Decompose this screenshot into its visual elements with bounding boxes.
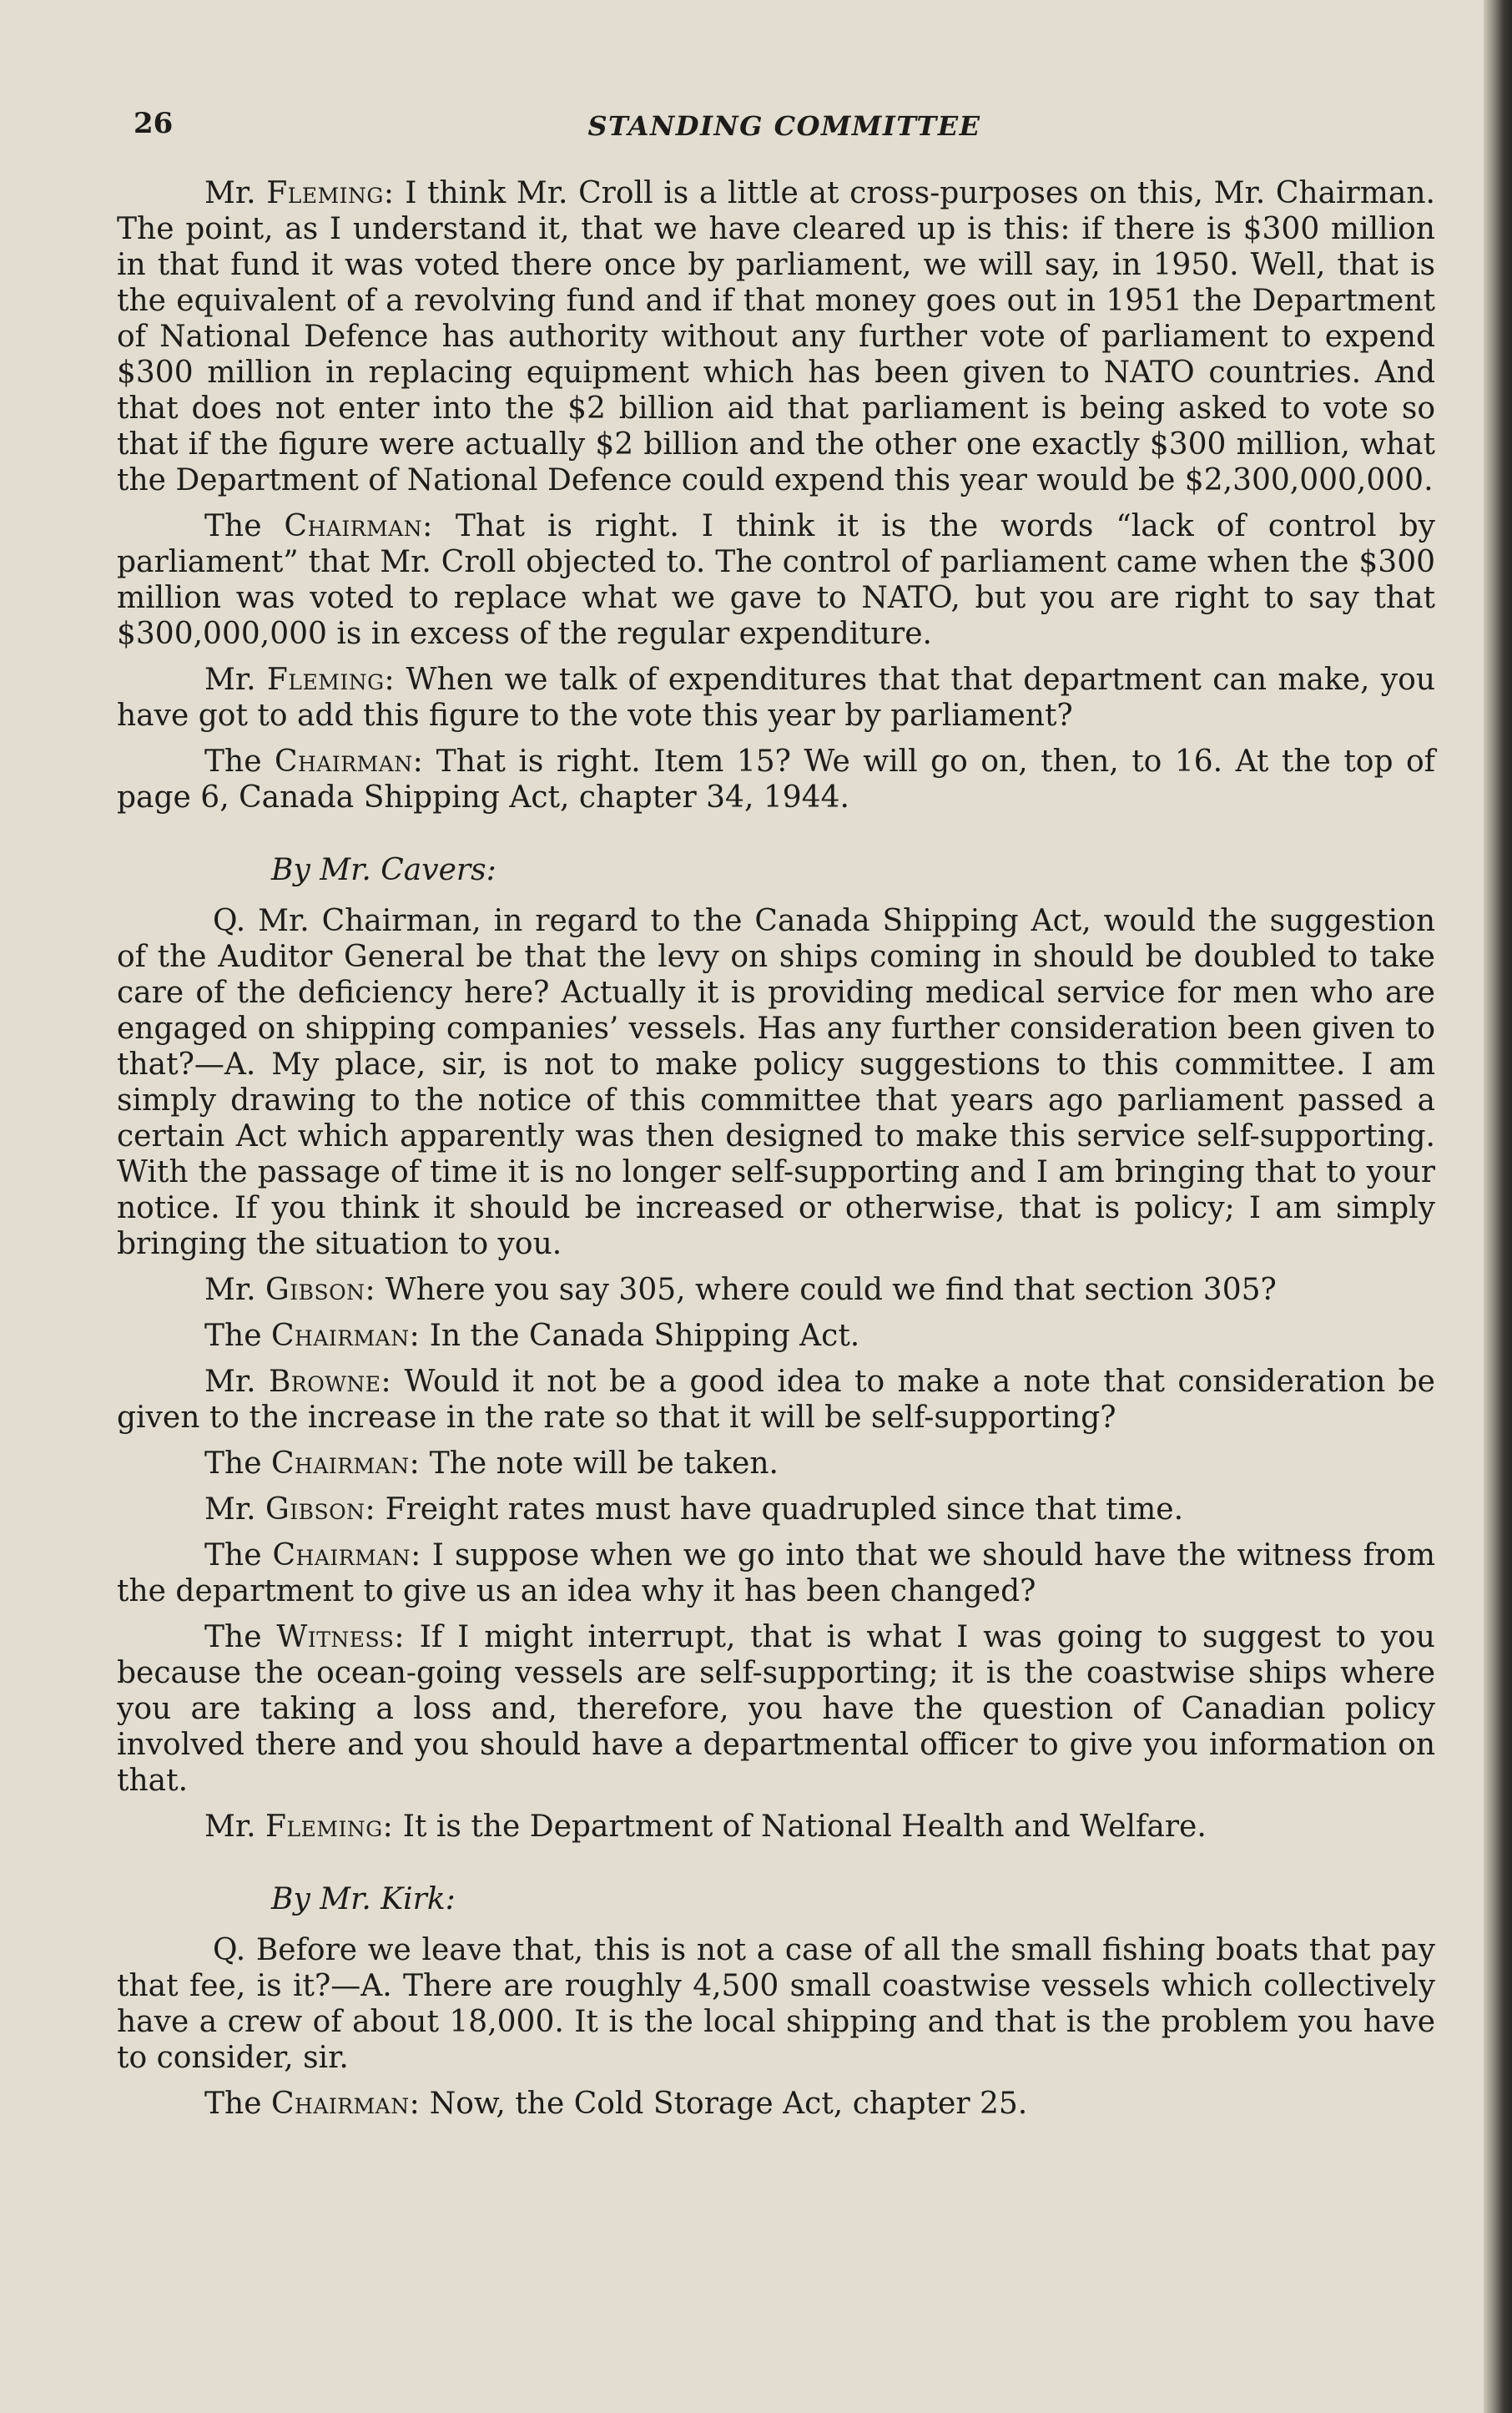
- paragraph-text: If I might interrupt, that is what I was going to suggest to you because the ocean-going vessels are self-supporting; it is the coastwise ships where you are taking a loss and, therefore, you have the question of Canadian policy involved there and you should have a departmental officer to give you information on that.: [117, 1620, 1435, 1798]
- speaker-name: Gibson:: [265, 1273, 376, 1307]
- speaker-name: Fleming:: [266, 663, 396, 697]
- paragraph-fleming-3: [117, 1809, 1435, 1845]
- paragraph-text: Freight rates must have quadrupled since that time.: [385, 1492, 1184, 1527]
- paragraph-gibson-2: [117, 1492, 1435, 1527]
- paragraph-text: That is right. I think it is the words “lack of control by parliament” that Mr. Croll objected to. The control of parliament came when the $300 million was voted to replace what we gave to NATO, but you are right to say that $300,000,000 is in excess of the regular expenditure.: [117, 509, 1436, 651]
- paragraph-text: I suppose when we go into that we should have the witness from the department to give us an idea why it has been changed?: [117, 1538, 1435, 1608]
- paragraph-text: Would it not be a good idea to make a note that consideration be given to the increase in the rate so that it will be self-supporting?: [117, 1365, 1435, 1435]
- speaker-name: Chairman:: [270, 2087, 421, 2121]
- speaker-name: Chairman:: [284, 509, 433, 543]
- paragraph-text: It is the Department of National Health and Welfare.: [402, 1810, 1207, 1844]
- paragraph-chairman-3: [117, 1318, 1435, 1354]
- speaker-prefix: The: [204, 509, 262, 543]
- byline-kirk: By Mr. Kirk:: [271, 1882, 456, 1916]
- speaker-prefix: The: [204, 1620, 262, 1654]
- question-answer-kirk: [117, 1932, 1435, 2076]
- page-number: 26: [134, 107, 174, 140]
- paragraph-fleming-1: [117, 175, 1435, 498]
- speaker-name: Fleming:: [266, 176, 395, 210]
- speaker-prefix: Mr.: [204, 1273, 256, 1307]
- paragraph-text: Q. Before we leave that, this is not a case of all the small fishing boats that pay that fee, is it?—A. There are roughly 4,500 small coastwise vessels which collectively have a crew of about 18,000. It is the local shipping and that is the problem you have to consider, sir.: [117, 1933, 1435, 2075]
- speaker-name: Gibson:: [265, 1492, 376, 1527]
- book-spine-shadow: [1484, 0, 1512, 2413]
- running-head: STANDING COMMITTEE: [587, 110, 981, 142]
- paragraph-text: That is right. Item 15? We will go on, then, to 16. At the top of page 6, Canada Shipping Act, chapter 34, 1944.: [117, 745, 1435, 815]
- speaker-prefix: Mr.: [204, 1365, 256, 1399]
- speaker-prefix: The: [204, 1446, 262, 1481]
- paragraph-chairman-4: [117, 1446, 1435, 1482]
- paragraph-gibson-1: [117, 1272, 1435, 1308]
- speaker-name: Fleming:: [265, 1810, 394, 1844]
- speaker-prefix: The: [204, 2087, 262, 2121]
- speaker-name: Chairman:: [275, 745, 424, 779]
- speaker-prefix: Mr.: [204, 176, 256, 210]
- speaker-name: Browne:: [268, 1365, 392, 1399]
- paragraph-chairman-1: [117, 508, 1435, 652]
- paragraph-text: I think Mr. Croll is a little at cross-purposes on this, Mr. Chairman. The point, as I understand it, that we have cleared up is this: if there is $300 million in that fund it was voted there once by parliament, we will say, in 1950. Well, that is the equivalent of a revolving fund and if that money goes out in 1951 the Department of National Defence has authority without any further vote of parliament to expend $300 million in replacing equipment which has been given to NATO countries. And that does not enter into the $2 billion aid that parliament is being asked to vote so that if the figure were actually $2 billion and the other one exactly $300 million, what the Department of National Defence could expend this year would be $2,300,000,000.: [117, 176, 1435, 497]
- paragraph-witness: [117, 1619, 1435, 1799]
- paragraph-text: When we talk of expenditures that that department can make, you have got to add this figure to the vote this year by parliament?: [117, 663, 1435, 733]
- page-header: [134, 107, 1435, 149]
- speaker-name: Chairman:: [270, 1319, 421, 1353]
- byline-cavers: By Mr. Cavers:: [271, 853, 496, 887]
- speaker-prefix: The: [204, 1538, 262, 1572]
- question-answer-cavers: [117, 903, 1435, 1262]
- transcript-body: [117, 175, 1435, 2132]
- paragraph-chairman-5: [117, 1537, 1435, 1609]
- paragraph-chairman-2: [117, 744, 1435, 815]
- paragraph-text: Where you say 305, where could we find that section 305?: [385, 1273, 1277, 1307]
- paragraph-chairman-6: [117, 2086, 1435, 2122]
- paragraph-text: The note will be taken.: [429, 1446, 779, 1481]
- paragraph-fleming-2: [117, 662, 1435, 734]
- speaker-prefix: Mr.: [204, 1810, 256, 1844]
- paragraph-text: In the Canada Shipping Act.: [429, 1319, 860, 1353]
- paragraph-text: Now, the Cold Storage Act, chapter 25.: [429, 2087, 1028, 2121]
- speaker-prefix: Mr.: [204, 1492, 256, 1527]
- speaker-prefix: The: [204, 745, 262, 779]
- speaker-prefix: Mr.: [204, 663, 256, 697]
- speaker-name: Witness:: [276, 1620, 405, 1654]
- speaker-name: Chairman:: [272, 1538, 421, 1572]
- speaker-prefix: The: [204, 1319, 262, 1353]
- speaker-name: Chairman:: [270, 1446, 421, 1481]
- paragraph-browne: [117, 1364, 1435, 1436]
- paragraph-text: Q. Mr. Chairman, in regard to the Canada Shipping Act, would the suggestion of the Auditor General be that the levy on ships coming in should be doubled to take care of the deficiency here? Actually it is providing medical service for men who are engaged on shipping companies’ vessels. Has any further consideration been given to that?—A. My place, sir, is not to make policy suggestions to this committee. I am simply drawing to the notice of this committee that years ago parliament passed a certain Act which apparently was then designed to make this service self-supporting. With the passage of time it is no longer self-supporting and I am bringing that to your notice. If you think it should be increased or otherwise, that is policy; I am simply bringing the situation to you.: [117, 904, 1435, 1261]
